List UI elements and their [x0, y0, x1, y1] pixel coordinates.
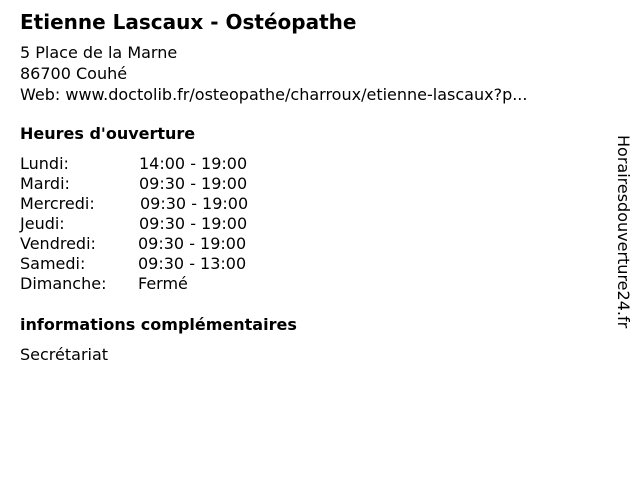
- hours-row-monday: [20, 154, 320, 174]
- time-range: 14:00 - 19:00: [139, 154, 248, 173]
- additional-info-text: Secrétariat: [20, 345, 109, 364]
- hours-row-tuesday: [20, 174, 320, 194]
- opening-hours-heading: Heures d'ouverture: [20, 124, 196, 143]
- day-label: Jeudi:: [20, 214, 65, 233]
- address-city: 86700 Couhé: [20, 64, 128, 83]
- additional-info-heading: informations complémentaires: [20, 315, 297, 334]
- hours-row-thursday: [20, 214, 320, 234]
- time-range: 09:30 - 19:00: [138, 234, 247, 253]
- time-range: 09:30 - 19:00: [139, 214, 248, 233]
- day-label: Mercredi:: [20, 194, 95, 213]
- hours-row-saturday: [20, 254, 320, 274]
- day-label: Mardi:: [20, 174, 70, 193]
- day-label: Samedi:: [20, 254, 86, 273]
- time-range: 09:30 - 13:00: [138, 254, 247, 273]
- hours-row-friday: [20, 234, 320, 254]
- time-range: 09:30 - 19:00: [140, 194, 249, 213]
- day-label: Dimanche:: [20, 274, 107, 293]
- day-label: Lundi:: [20, 154, 69, 173]
- hours-row-wednesday: [20, 194, 320, 214]
- site-watermark: Horairesdouverture24.fr: [614, 135, 633, 329]
- time-range: 09:30 - 19:00: [139, 174, 248, 193]
- business-name: Etienne Lascaux - Ostéopathe: [20, 10, 357, 34]
- time-range: Fermé: [138, 274, 188, 293]
- hours-row-sunday: [20, 274, 320, 294]
- website-line[interactable]: Web: www.doctolib.fr/osteopathe/charroux/etienne-lascaux?p...: [20, 85, 528, 104]
- day-label: Vendredi:: [20, 234, 96, 253]
- address-street: 5 Place de la Marne: [20, 43, 178, 62]
